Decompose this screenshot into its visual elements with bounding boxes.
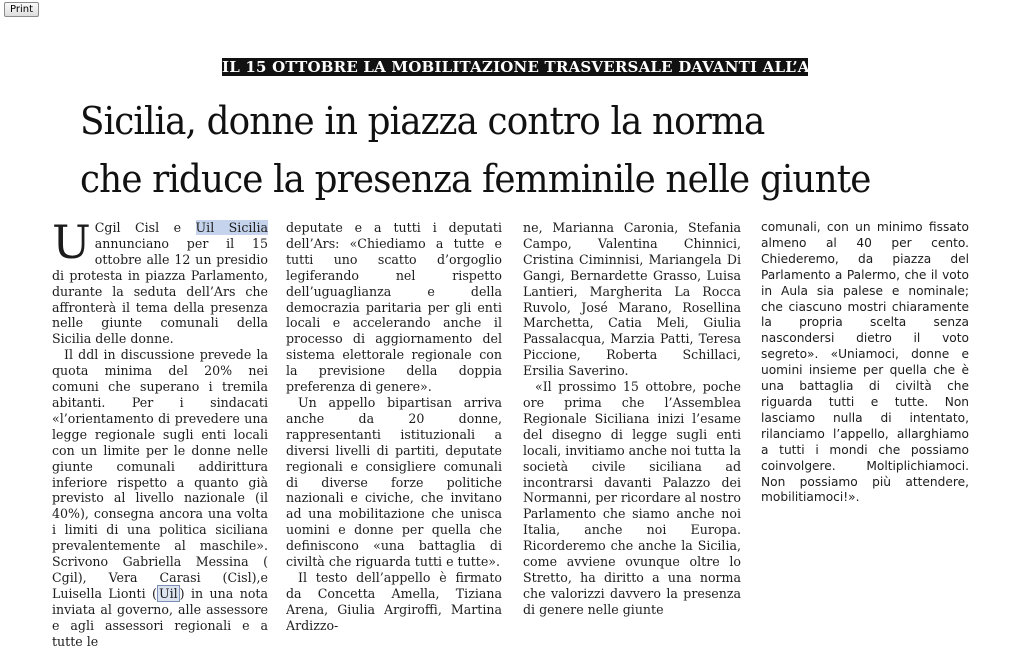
article-column-4 bbox=[761, 220, 969, 506]
article-column-1 bbox=[52, 215, 268, 649]
drop-cap: U bbox=[52, 215, 91, 269]
paragraph-intro bbox=[52, 215, 268, 347]
paragraph-text: Il testo dell’appello è firmato da Concetta Amella, Tiziana Arena, Giulia Argiroffi, Martina Ardizzo- bbox=[286, 569, 502, 633]
paragraph-text: «Il prossimo 15 ottobre, poche ore prima che l’Assemblea Regionale Siciliana inizi l’esame del disegno di legge sugli enti locali, invitiamo anche noi tutta la società civile siciliana ad incontrarsi davanti Palazzo dei Normanni, per ricordare al nostro Parlamento che siamo anche noi Italia, anche noi Europa. Ricorderemo che anche la Sicilia, come avviene ovunque oltre lo Stretto, ha diritto a una norma che valorizzi davvero la presenza di genere nelle giunte bbox=[523, 379, 741, 617]
text-run: Il ddl in discussione prevede la quota minima del 20% nei comuni che superano i tremila abitanti. Per i sindacati «l’orientamento di prevedere una legge regionale sugli enti locali con un limite per le donne nelle giunte comunali addirittura inferiore rispetto a quanto già previsto al livello nazionale (il 40%), consegna ancora una volta i limiti di una politica siciliana prevalentemente al maschile». Scrivono Gabriella Messina ( Cgil), Vera Carasi (Cisl),e Luisella Lionti ( bbox=[52, 347, 268, 601]
paragraph-text: deputate e a tutti i deputati dell’Ars: «Chiediamo a tutte e tutti uno scatto d’orgoglio legiferando nel rispetto dell’uguaglianza e della democrazia paritaria per gli enti locali e accelerando anche il processo di aggiornamento del sistema elettorale regionale con la previsione della doppia preferenza di genere». bbox=[286, 220, 502, 395]
highlight-uil: Uil bbox=[158, 585, 178, 601]
highlight-uil-sicilia: Uil Sicilia bbox=[195, 220, 268, 235]
paragraph-text: Un appello bipartisan arriva anche da 20 donne, rappresentanti istituzionali a diversi livelli di partiti, deputate regionali e consigliere comunali di diverse forze politiche nazionali e civiche, che invitano ad una mobilitazione che unisca uomini e donne per quella che definiscono «una battaglia di civiltà che riguarda tutti e tutte». bbox=[286, 394, 502, 570]
print-button[interactable]: Print bbox=[4, 2, 39, 17]
kicker-banner: IL 15 OTTOBRE LA MOBILITAZIONE TRASVERSALE DAVANTI ALL’ARS bbox=[222, 58, 834, 76]
text-run: Cgil Cisl e bbox=[94, 220, 196, 235]
paragraph-text: ne, Marianna Caronia, Stefania Campo, Valentina Chinnici, Cristina Ciminnisi, Mariangela Di Gangi, Bernardette Grasso, Luisa Lantieri, Margherita La Rocca Ruvolo, José Marano, Rosellina Marchetta, Catia Meli, Giulia Passalacqua, Marzia Patti, Teresa Piccione, Roberta Schillaci, Ersilia Saverino. bbox=[523, 220, 741, 379]
headline bbox=[80, 92, 871, 208]
text-run: annunciano per il 15 ottobre alle 12 un presidio di protesta in piazza Parlamento, durante la seduta dell’Ars che affronterà il tema della presenza nelle giunte comunali della Sicilia delle donne. bbox=[52, 235, 268, 347]
headline-line-1: Sicilia, donne in piazza contro la norma bbox=[80, 99, 765, 143]
article-column-2 bbox=[286, 220, 502, 634]
text-run: ) in una nota inviata al governo, alle assessore e agli assessori regionali e a tutte le bbox=[52, 585, 268, 649]
article-column-3 bbox=[523, 220, 741, 618]
paragraph-text: comunali, con un minimo fissato almeno al 40 per cento. Chiederemo, da piazza del Parlamento a Palermo, che il voto in Aula sia palese e nominale; che ciascuno mostri chiaramente la propria scelta senza nascondersi dietro il voto segreto». «Uniamoci, donne e uomini insieme per quella che è una battaglia di civiltà che riguarda tutti e tutte. Non lasciamo nulla di intentato, rilanciamo l’appello, allarghiamo a tutti i mondi che possiamo coinvolgere. Moltiplichiamoci. Non possiamo più attendere, mobilitiamoci!». bbox=[761, 220, 969, 505]
headline-line-2: che riduce la presenza femminile nelle giunte bbox=[80, 157, 871, 201]
paragraph-ddl bbox=[52, 347, 268, 649]
